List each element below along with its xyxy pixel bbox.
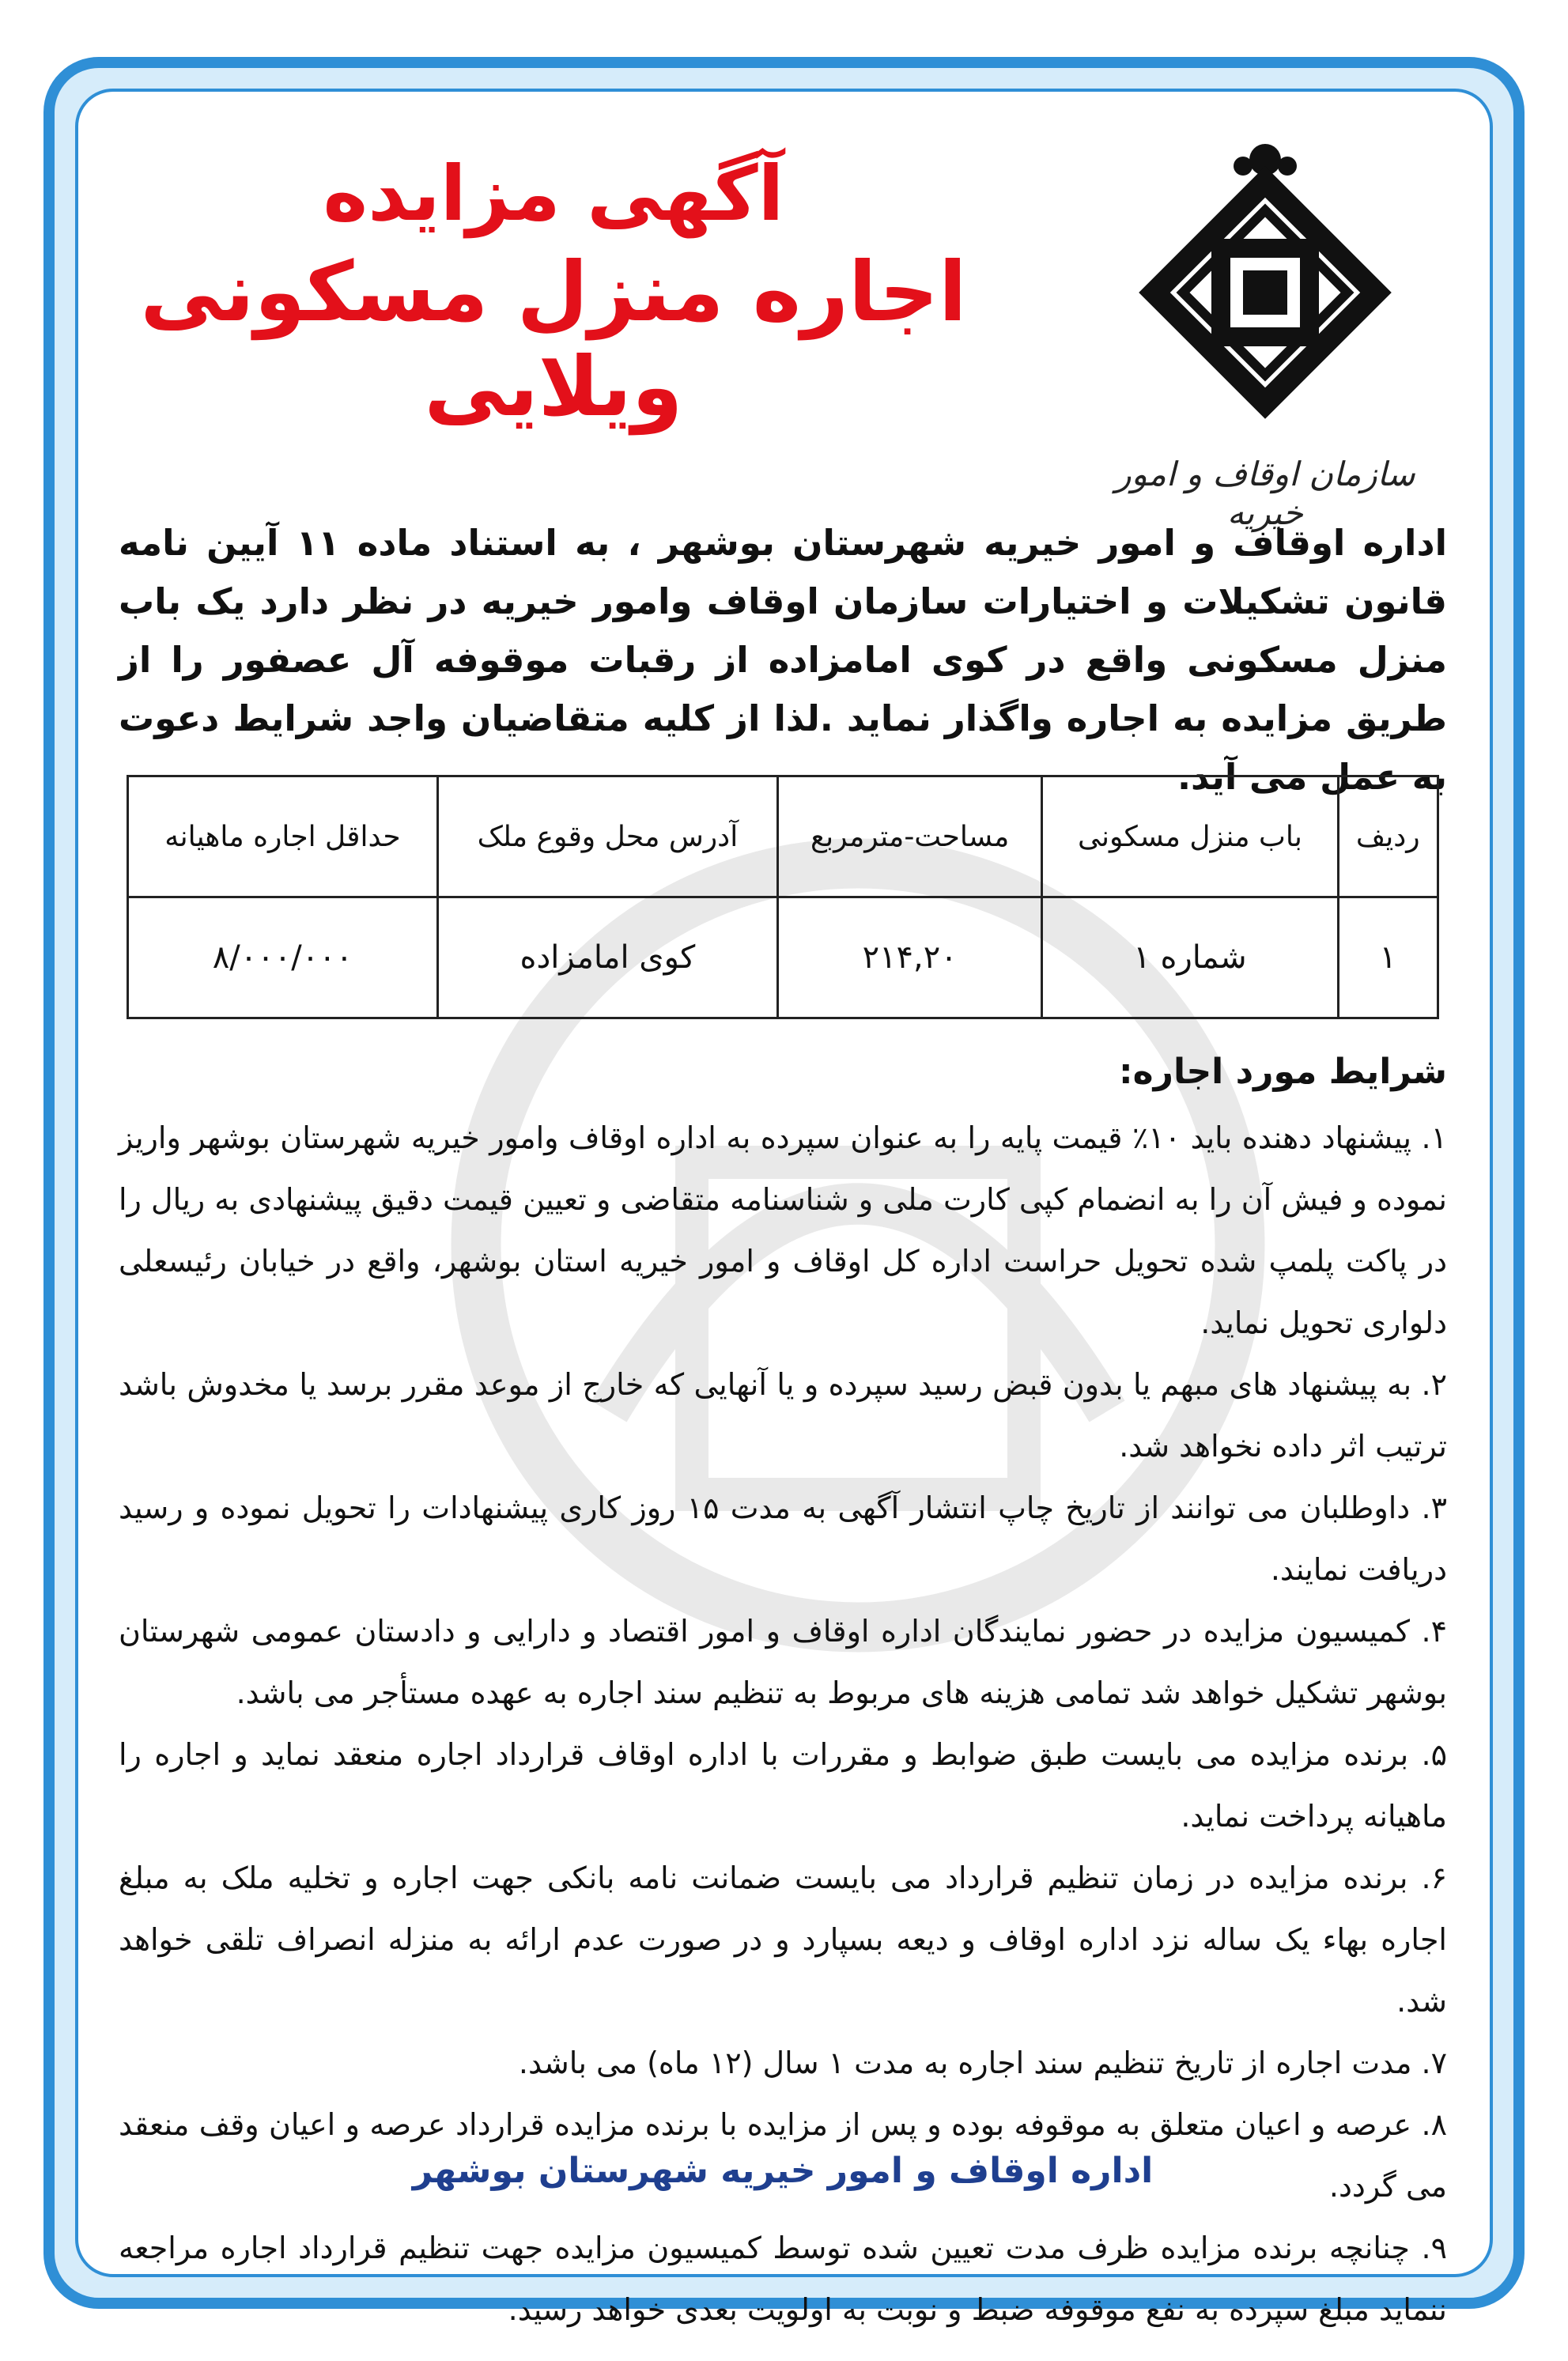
notice-title: آگهی مزایده	[323, 149, 784, 238]
endowment-logo-icon	[1107, 134, 1423, 451]
col-min-rent: حداقل اجاره ماهیانه	[128, 776, 438, 897]
table-header-row	[128, 776, 1438, 897]
table-row	[128, 897, 1438, 1018]
title-block	[119, 150, 988, 435]
condition-item: ۶. برنده مزایده در زمان تنظیم قرارداد می بایست ضمانت نامه بانکی جهت اجاره و تخلیه ملک به مبلغ اجاره بهاء یک ساله نزد اداره اوقاف و دیعه بسپارد و در صورت عدم ارائه به منزله انصراف تلقی خواهد شد.	[119, 1860, 1447, 2019]
logo-caption: سازمان اوقاف و امور خیریه	[1115, 455, 1415, 532]
col-row: ردیف	[1338, 776, 1438, 897]
condition-item: ۱. پیشنهاد دهنده باید ۱۰٪ قیمت پایه را به عنوان سپرده به اداره اوقاف وامور خیریه شهرستان بوشهر واریز نموده و فیش آن را به انضمام کپی کارت ملی و شناسنامه متقاضی و تعیین قیمت دقیق پیشنهادی به ریال را در پاکت پلمپ شده تحویل حراست اداره کل اوقاف و امور خیریه استان بوشهر، واقع در خیابان رئیسعلی دلواری تحویل نماید.	[119, 1120, 1447, 1340]
notice-subtitle: اجاره منزل مسکونی ویلایی	[140, 244, 967, 435]
cell-unit: شماره ۱	[1042, 897, 1338, 1018]
property-table	[127, 775, 1439, 1019]
condition-item: ۵. برنده مزایده می بایست طبق ضوابط و مقررات با اداره اوقاف قرارداد اجاره منعقد نماید و اجاره را ماهیانه پرداخت نماید.	[119, 1737, 1447, 1834]
cell-row: ۱	[1338, 897, 1438, 1018]
footer-signature: اداره اوقاف و امور خیریه شهرستان بوشهر	[412, 2151, 1154, 2191]
conditions-title: شرایط مورد اجاره:	[1119, 1052, 1447, 1092]
intro-paragraph: اداره اوقاف و امور خیریه شهرستان بوشهر ، به استناد ماده ۱۱ آیین نامه قانون تشکیلات و اختیارات سازمان اوقاف وامور خیریه در نظر دارد یک باب منزل مسکونی واقع در کوی امامزاده از رقبات موقوفه آل عصفور را از طریق مزایده به اجاره واگذار نماید .لذا از کلیه متقاضیان واجد شرایط دعوت به عمل می آید.	[119, 522, 1447, 798]
cell-min-rent: ۸/۰۰۰/۰۰۰	[128, 897, 438, 1018]
condition-item: ۴. کمیسیون مزایده در حضور نمایندگان اداره اوقاف و امور اقتصاد و دارایی و دادستان عمومی شهرستان بوشهر تشکیل خواهد شد تمامی هزینه های مربوط به تنظیم سند اجاره به عهده مستأجر می باشد.	[119, 1614, 1447, 1710]
cell-area: ۲۱۴,۲۰	[777, 897, 1041, 1018]
condition-item: ۲. به پیشنهاد های مبهم یا بدون قبض رسید سپرده و یا آنهایی که خارج از موعد مقرر برسد یا مخدوش باشد ترتیب اثر داده نخواهد شد.	[119, 1367, 1447, 1464]
condition-item: ۸. عرصه و اعیان متعلق به موقوفه بوده و پس از مزایده با برنده مزایده قرارداد عرصه و اعیان وقف منعقد می گردد.	[119, 2107, 1447, 2204]
condition-item: ۹. چنانچه برنده مزایده ظرف مدت تعیین شده توسط کمیسیون مزایده جهت تنظیم قرارداد اجاره مراجعه ننماید مبلغ سپرده به نفع موقوفه ضبط و نوبت به اولویت بعدی خواهد رسید.	[119, 2231, 1447, 2327]
col-address: آدرس محل وقوع ملک	[437, 776, 777, 897]
col-area: مساحت-مترمربع	[777, 776, 1041, 897]
col-unit: باب منزل مسکونی	[1042, 776, 1338, 897]
condition-item: ۳. داوطلبان می توانند از تاریخ چاپ انتشار آگهی به مدت ۱۵ روز کاری پیشنهادات را تحویل نموده و رسید دریافت نمایند.	[119, 1490, 1447, 1587]
condition-item: ۷. مدت اجاره از تاریخ تنظیم سند اجاره به مدت ۱ سال (۱۲ ماه) می باشد.	[518, 2046, 1447, 2080]
notice-content	[119, 119, 1447, 2327]
cell-address: کوی امامزاده	[437, 897, 777, 1018]
